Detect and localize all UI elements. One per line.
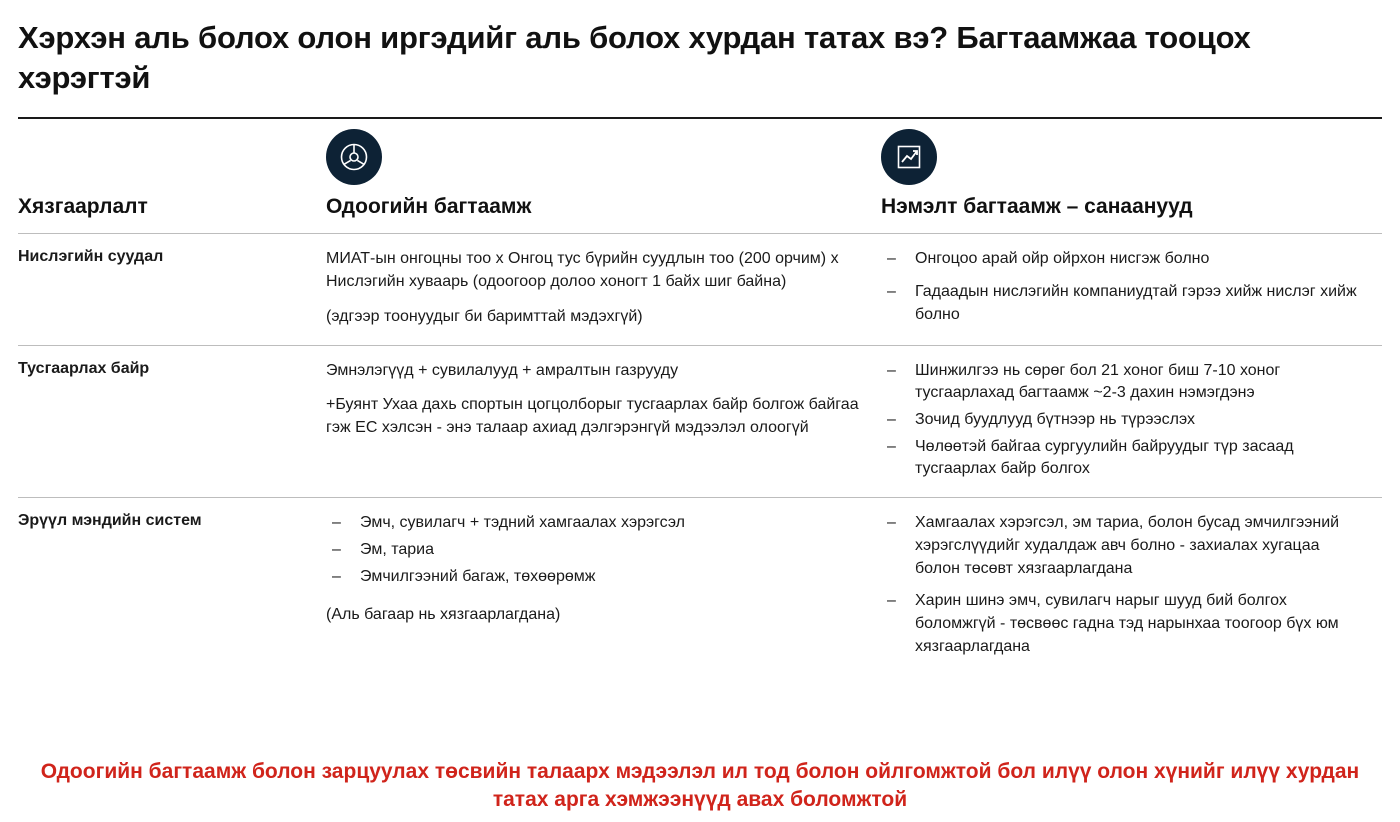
table-row (18, 234, 1382, 345)
row-current-capacity (318, 498, 873, 675)
dash-bullet-icon: – (887, 437, 896, 455)
paragraph: +Буянт Ухаа дахь спортын цогцолборыг тусгаарлах байр болгож байгаа гэж ЕС хэлсэн - энэ талаар ахиад дэлгэрэнгүй мэдээлэл олоогүй (326, 396, 859, 436)
row-ideas (873, 234, 1382, 345)
list-item (881, 590, 1368, 658)
dash-bullet-icon: – (332, 540, 341, 558)
table-row (18, 345, 1382, 498)
list-item-text: Эмчилгээний багаж, төхөөрөмж (360, 567, 596, 585)
idea-list (881, 360, 1368, 482)
list-item-text: Эм, тариа (360, 540, 434, 558)
dash-bullet-icon: – (332, 567, 341, 585)
list-item (326, 512, 859, 535)
list-item-text: Шинжилгээ нь сөрөг бол 21 хоног биш 7-10 хоног тусгаарлахад багтаамж ~2-3 дахин нэмэгдэнэ (915, 361, 1281, 402)
capacity-gauge-icon (326, 129, 382, 185)
dash-bullet-icon: – (332, 514, 341, 532)
row-current-capacity (318, 345, 873, 498)
column-header-current: Одоогийн багтаамж (326, 195, 532, 219)
row-label: Эрүүл мэндийн систем (18, 498, 318, 675)
dash-bullet-icon: – (887, 250, 896, 268)
paragraph-note: (Аль багаар нь хязгаарлагдана) (326, 606, 561, 624)
page-title: Хэрхэн аль болох олон иргэдийг аль болох хурдан татах вэ? Багтаамжаа тооцох хэрэгтэй (18, 20, 1251, 95)
list-item (881, 248, 1368, 271)
list-item-text: Чөлөөтэй байгаа сургуулийн байруудыг түр засаад тусгаарлах байр болгох (915, 437, 1294, 478)
capacity-matrix (18, 119, 1382, 674)
icon-row (18, 119, 1382, 187)
list-item-text: Эмч, сувилагч + тэдний хамгаалах хэрэгсэл (360, 514, 685, 532)
row-ideas (873, 345, 1382, 498)
list-item-text: Харин шинэ эмч, сувилагч нарыг шууд бий болгох боломжгүй - төсвөөс гадна тэд нарынхаа тоогоор бүх юм хязгаарлагдана (915, 592, 1339, 655)
icon-cell-empty (18, 119, 318, 187)
growth-chart-icon (881, 129, 937, 185)
idea-list (881, 512, 1368, 658)
column-header-row (18, 187, 1382, 234)
dash-bullet-icon: – (887, 514, 896, 532)
list-item (881, 360, 1368, 405)
dash-bullet-icon: – (887, 361, 896, 379)
list-item-text: Хамгаалах хэрэгсэл, эм тариа, болон бусад эмчилгээний хэрэгслүүдийг худалдаж авч болно - захиалах хугацаа болон төсөвт хязгаарлагдана (915, 514, 1340, 577)
list-item (881, 409, 1368, 432)
footer-callout: Одоогийн багтаамж болон зарцуулах төсвийн талаарх мэдээлэл ил тод болон ойлгомжтой бол илүү олон хүнийг илүү хурдан татах арга хэмжээнүүд авах боломжтой (40, 759, 1360, 811)
icon-cell-ideas (873, 119, 1382, 187)
dash-bullet-icon: – (887, 410, 896, 428)
list-item (326, 566, 859, 589)
paragraph: МИАТ-ын онгоцны тоо x Онгоц тус бүрийн суудлын тоо (200 орчим) x Нислэгийн хуваарь (одоогоор долоо хоногт 1 байх шиг байна) (326, 250, 839, 291)
list-item (881, 512, 1368, 580)
list-item (881, 281, 1368, 326)
list-item-text: Зочид буудлууд бүтнээр нь түрээслэх (915, 410, 1195, 428)
dash-bullet-icon: – (887, 592, 896, 610)
row-label: Нислэгийн суудал (18, 234, 318, 345)
list-item (881, 436, 1368, 481)
table-row (18, 498, 1382, 675)
row-label: Тусгаарлах байр (18, 345, 318, 498)
list-item-text: Гадаадын нислэгийн компаниудтай гэрээ хийж нислэг хийж болно (915, 283, 1357, 323)
dash-bullet-icon: – (887, 283, 896, 301)
current-list (326, 512, 859, 588)
icon-cell-current (318, 119, 873, 187)
list-item-text: Онгоцоо арай ойр ойрхон нисгэж болно (915, 250, 1210, 268)
column-header-limit: Хязгаарлалт (18, 195, 148, 219)
column-header-ideas: Нэмэлт багтаамж – санаанууд (881, 195, 1193, 219)
list-item (326, 539, 859, 562)
paragraph-note: (эдгээр тоонуудыг би баримттай мэдэхгүй) (326, 307, 643, 325)
paragraph: Эмнэлэгүүд + сувилалууд + амралтын газруудy (326, 361, 679, 379)
idea-list (881, 248, 1368, 326)
row-ideas (873, 498, 1382, 675)
row-current-capacity (318, 234, 873, 345)
